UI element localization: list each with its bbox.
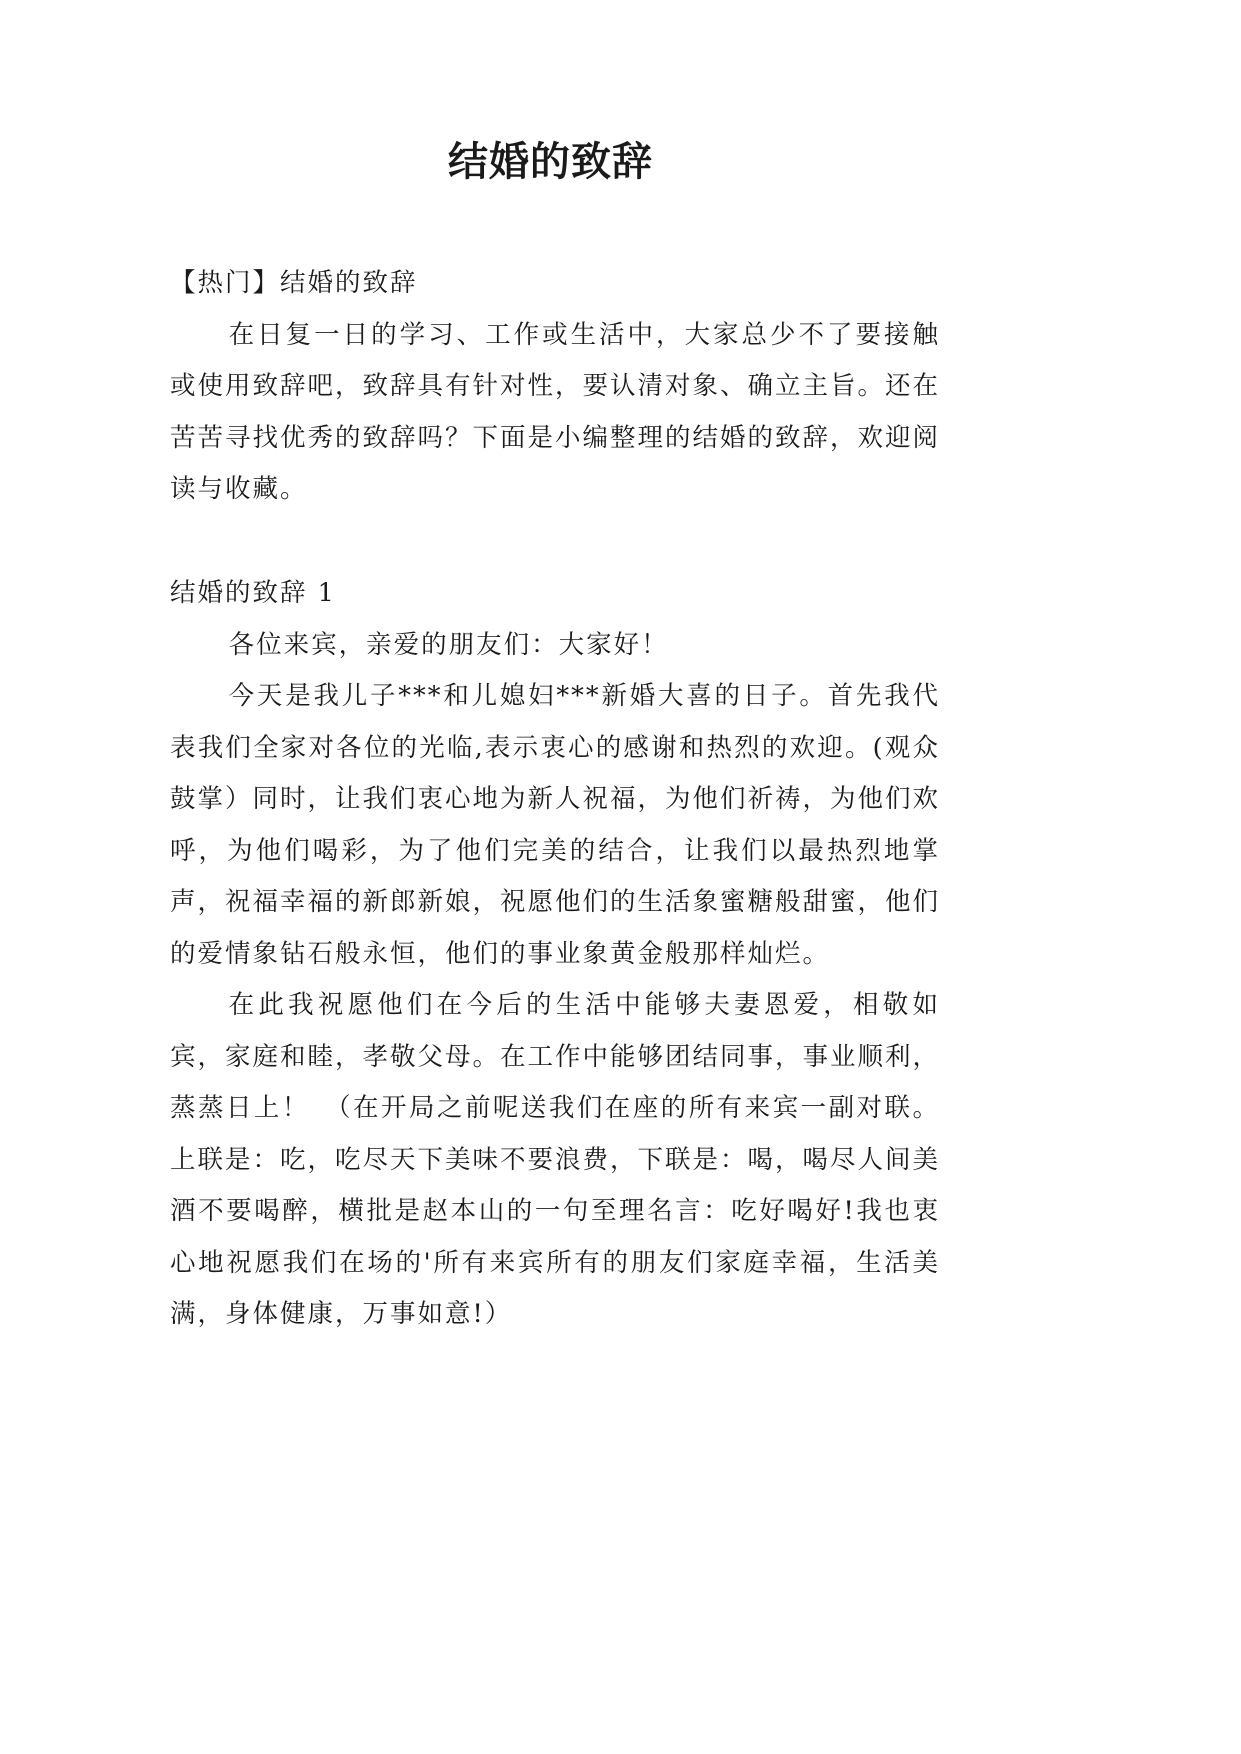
greeting-line: 各位来宾，亲爱的朋友们：大家好！	[228, 629, 669, 660]
intro-section	[170, 258, 940, 516]
intro-paragraph: 在日复一日的学习、工作或生活中，大家总少不了要接触或使用致辞吧，致辞具有针对性，要认清对象、确立主旨。还在苦苦寻找优秀的致辞吗？下面是小编整理的结婚的致辞，欢迎阅读与收藏。	[170, 319, 941, 504]
speech-paragraph-2: 在此我祝愿他们在今后的生活中能够夫妻恩爱，相敬如宾，家庭和睦，孝敬父母。在工作中能够团结同事，事业顺利，蒸蒸日上！ （在开局之前呢送我们在座的所有来宾一副对联。上联是：吃，吃尽天下美味不要浪费，下联是：喝，喝尽人间美酒不要喝醉，横批是赵本山的一句至理名言：吃好喝好!我也衷心地祝愿我们在场的'所有来宾所有的朋友们家庭幸福，生活美满，身体健康，万事如意!）	[170, 990, 941, 1329]
section-heading: 结婚的致辞 1	[170, 578, 336, 608]
intro-heading: 【热门】结婚的致辞	[170, 268, 418, 298]
speech-section	[170, 568, 940, 1341]
speech-paragraph-1: 今天是我儿子***和儿媳妇***新婚大喜的日子。首先我代表我们全家对各位的光临,表示衷心的感谢和热烈的欢迎。(观众鼓掌）同时，让我们衷心地为新人祝福，为他们祈祷，为他们欢呼，为他们喝彩，为了他们完美的结合，让我们以最热烈地掌声，祝福幸福的新郎新娘，祝愿他们的生活象蜜糖般甜蜜，他们的爱情象钻石般永恒，他们的事业象黄金般那样灿烂。	[170, 681, 941, 969]
document-title: 结婚的致辞	[448, 139, 653, 185]
